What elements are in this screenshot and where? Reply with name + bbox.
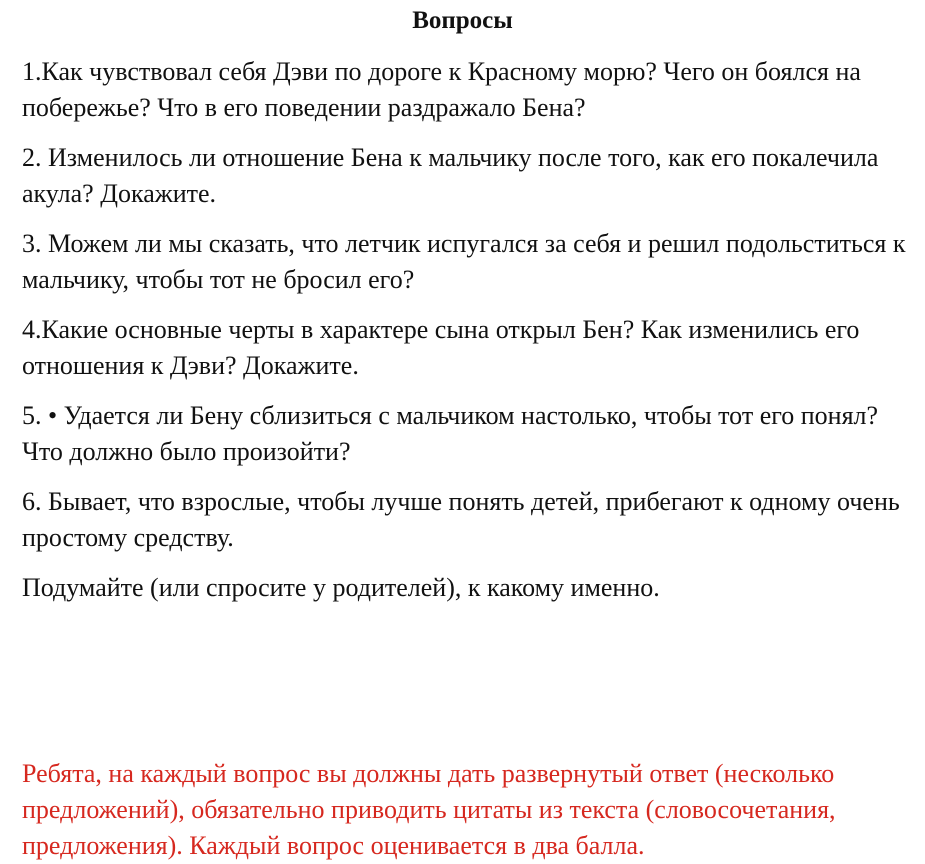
question-1: 1.Как чувствовал себя Дэви по дороге к Красному морю? Чего он боялся на побережье? Что в его поведении раздражало Бена? <box>22 57 861 122</box>
question-6: 6. Бывает, что взрослые, чтобы лучше понять детей, прибегают к одному очень простому средству. <box>22 487 900 552</box>
question-6-followup: Подумайте (или спросите у родителей), к какому именно. <box>22 573 660 602</box>
grading-note: Ребята, на каждый вопрос вы должны дать развернутый ответ (несколько предложений), обязательно приводить цитаты из текста (словосочетания, предложения). Каждый вопрос оценивается в два балла. <box>22 759 836 860</box>
document-title: Вопросы <box>412 7 513 34</box>
question-3: 3. Можем ли мы сказать, что летчик испугался за себя и решил подольститься к мальчику, чтобы тот не бросил его? <box>22 229 906 294</box>
question-4: 4.Какие основные черты в характере сына открыл Бен? Как изменились его отношения к Дэви? Докажите. <box>22 315 860 380</box>
question-2: 2. Изменилось ли отношение Бена к мальчику после того, как его покалечила акула? Докажите. <box>22 143 879 208</box>
questions-list <box>22 54 917 620</box>
question-5: 5. • Удается ли Бену сблизиться с мальчиком настолько, чтобы тот его понял? Что должно было произойти? <box>22 401 879 466</box>
